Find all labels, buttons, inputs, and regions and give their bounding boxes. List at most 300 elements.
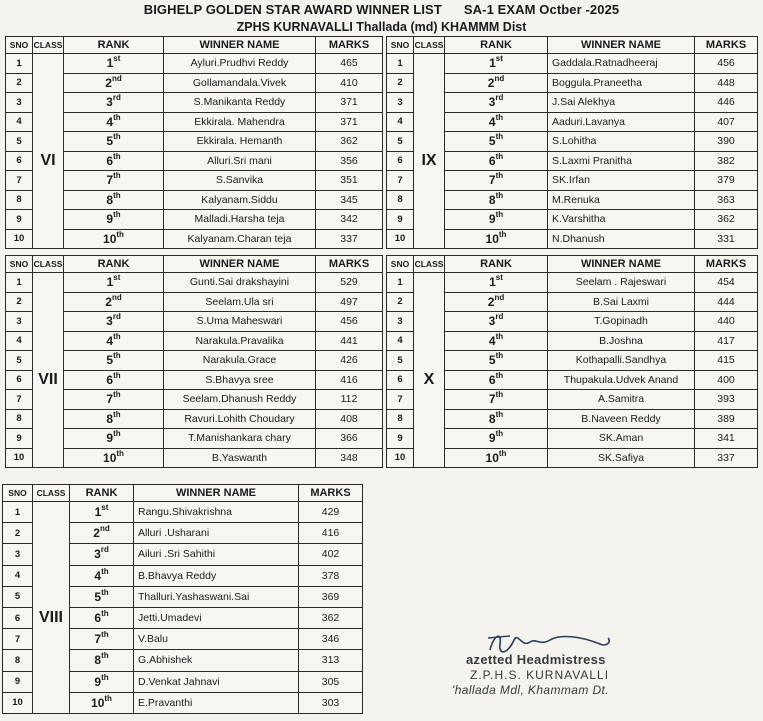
winner-name-cell: Thalluri.Yashaswani.Sai	[134, 586, 299, 607]
class-vi-table	[5, 36, 383, 249]
table-row	[387, 171, 758, 191]
rank-suffix: th	[104, 693, 112, 703]
rank-number: 7	[488, 173, 496, 188]
rank-number: 3	[106, 314, 113, 329]
marks-cell: 378	[299, 565, 363, 586]
class-header: CLASS	[33, 485, 70, 502]
table-row	[6, 390, 383, 410]
rank-suffix: th	[495, 190, 504, 200]
winner-name-cell: M.Renuka	[548, 190, 695, 210]
rank-suffix: nd	[494, 292, 505, 302]
rank-cell	[445, 448, 548, 468]
marks-cell: 362	[695, 210, 758, 230]
marks-cell: 362	[316, 132, 383, 152]
rank-cell	[64, 390, 164, 410]
rank-cell	[64, 132, 164, 152]
rank-suffix: th	[495, 171, 504, 181]
rank-suffix: th	[101, 651, 109, 661]
class-header: CLASS	[414, 37, 445, 54]
sno-cell: 1	[6, 54, 33, 74]
winner-name-cell: Jetti.Umadevi	[134, 607, 299, 628]
class-cell	[33, 93, 64, 113]
rank-cell	[64, 171, 164, 191]
winner-name-cell: B.Yaswanth	[164, 448, 316, 468]
rank-suffix: th	[113, 351, 121, 361]
marks-cell: 337	[316, 229, 383, 249]
rank-number: 9	[488, 431, 496, 446]
rank-cell	[64, 93, 164, 113]
class-vii-table	[5, 255, 383, 468]
rank-suffix: nd	[99, 524, 110, 534]
marks-cell: 426	[316, 351, 383, 371]
class-cell	[414, 448, 445, 468]
class-cell	[33, 171, 64, 191]
rank-number: 8	[106, 411, 114, 426]
rank-cell	[70, 629, 134, 650]
rank-suffix: nd	[111, 73, 122, 83]
rank-number: 4	[106, 333, 114, 348]
marks-cell: 456	[316, 312, 383, 332]
rank-header: RANK	[445, 37, 548, 54]
sno-cell: 7	[3, 629, 33, 650]
sno-cell: 7	[387, 171, 414, 191]
rank-suffix: th	[495, 331, 504, 341]
rank-number: 8	[488, 411, 496, 426]
rank-cell	[445, 73, 548, 93]
class-header: CLASS	[33, 256, 64, 273]
rank-cell	[445, 171, 548, 191]
marks-cell: 465	[316, 54, 383, 74]
rank-suffix: th	[113, 390, 121, 400]
class-ix-table	[386, 36, 758, 249]
marks-cell: 441	[316, 331, 383, 351]
sno-cell: 5	[387, 351, 414, 371]
marks-cell: 407	[695, 112, 758, 132]
sno-cell: 2	[387, 292, 414, 312]
class-cell	[33, 586, 70, 607]
winner-name-cell: Gaddala.Ratnadheeraj	[548, 54, 695, 74]
rank-number: 10	[103, 450, 117, 465]
class-cell	[33, 650, 70, 671]
winner-name-cell: SK.Safiya	[548, 448, 695, 468]
sno-cell: 8	[387, 190, 414, 210]
rank-number: 3	[488, 314, 496, 329]
winner-name-cell: SK.Irfan	[548, 171, 695, 191]
class-cell	[414, 351, 445, 371]
rank-number: 9	[106, 212, 114, 227]
rank-number: 6	[106, 372, 114, 387]
winner-name-cell: Ravuri.Lohith Choudary	[164, 409, 316, 429]
class-cell	[33, 523, 70, 544]
class-cell	[33, 429, 64, 449]
table-row	[387, 210, 758, 230]
marks-cell: 362	[299, 607, 363, 628]
winner-name-cell: V.Balu	[134, 629, 299, 650]
rank-number: 7	[94, 632, 102, 647]
class-viii-table	[2, 484, 363, 714]
table-row	[387, 448, 758, 468]
rank-cell	[64, 151, 164, 171]
sno-cell: 5	[3, 586, 33, 607]
table-row	[387, 93, 758, 113]
class-cell	[414, 229, 445, 249]
marks-header: MARKS	[316, 256, 383, 273]
rank-number: 1	[106, 56, 114, 71]
class-cell	[414, 112, 445, 132]
winner-name-cell: Seelam.Dhanush Reddy	[164, 390, 316, 410]
rank-suffix: th	[113, 429, 121, 439]
table-row	[6, 73, 383, 93]
rank-number: 10	[103, 231, 117, 246]
rank-number: 10	[485, 231, 499, 246]
winner-name-cell: Ailuri .Sri Sahithi	[134, 544, 299, 565]
table-row	[387, 273, 758, 293]
class-cell	[414, 409, 445, 429]
rank-suffix: th	[495, 151, 504, 161]
sno-cell: 2	[387, 73, 414, 93]
sno-cell: 9	[6, 429, 33, 449]
rank-suffix: st	[495, 54, 503, 64]
rank-suffix: th	[113, 112, 121, 122]
winner-name-cell: Narakula.Pravalika	[164, 331, 316, 351]
rank-suffix: th	[101, 609, 109, 619]
rank-number: 10	[91, 695, 105, 710]
rank-number: 2	[93, 526, 100, 541]
headmistress-seal	[452, 628, 692, 700]
marks-cell: 331	[695, 229, 758, 249]
rank-cell	[445, 331, 548, 351]
sno-cell: 1	[387, 54, 414, 74]
marks-cell: 429	[299, 502, 363, 523]
rank-number: 6	[106, 153, 114, 168]
sno-cell: 4	[387, 112, 414, 132]
marks-cell: 382	[695, 151, 758, 171]
marks-cell: 356	[316, 151, 383, 171]
class-cell	[33, 351, 64, 371]
sno-cell: 1	[3, 502, 33, 523]
table-row	[387, 73, 758, 93]
marks-cell: 337	[695, 448, 758, 468]
winner-name-header: WINNER NAME	[548, 37, 695, 54]
rank-suffix: th	[495, 132, 504, 142]
rank-suffix: th	[495, 112, 504, 122]
winner-name-cell: Narakula.Grace	[164, 351, 316, 371]
table-row	[6, 370, 383, 390]
rank-cell	[64, 190, 164, 210]
table-row	[387, 190, 758, 210]
winner-name-cell: Ekkirala. Hemanth	[164, 132, 316, 152]
rank-cell	[64, 229, 164, 249]
rank-cell	[64, 409, 164, 429]
class-cell	[414, 429, 445, 449]
class-cell	[33, 331, 64, 351]
sno-cell: 3	[6, 93, 33, 113]
class-header: CLASS	[33, 37, 64, 54]
rank-suffix: th	[113, 370, 121, 380]
class-cell	[33, 448, 64, 468]
rank-cell	[64, 448, 164, 468]
sno-cell: 10	[6, 448, 33, 468]
class-cell: X	[414, 370, 445, 390]
rank-number: 8	[106, 192, 114, 207]
marks-cell: 379	[695, 171, 758, 191]
table-row	[387, 312, 758, 332]
sno-cell: 3	[387, 93, 414, 113]
rank-suffix: nd	[494, 73, 505, 83]
table-row	[387, 370, 758, 390]
rank-cell	[445, 409, 548, 429]
winner-name-cell: A.Samitra	[548, 390, 695, 410]
sno-cell: 7	[6, 171, 33, 191]
rank-number: 9	[94, 674, 102, 689]
rank-number: 3	[106, 95, 113, 110]
winner-name-cell: Kothapalli.Sandhya	[548, 351, 695, 371]
winner-name-cell: J.Sai Alekhya	[548, 93, 695, 113]
rank-number: 6	[488, 153, 496, 168]
class-cell	[414, 93, 445, 113]
class-cell	[33, 502, 70, 523]
rank-cell	[445, 210, 548, 230]
marks-cell: 342	[316, 210, 383, 230]
class-cell	[33, 210, 64, 230]
rank-header: RANK	[70, 485, 134, 502]
winner-name-header: WINNER NAME	[548, 256, 695, 273]
rank-suffix: th	[498, 448, 507, 458]
marks-cell: 390	[695, 132, 758, 152]
class-cell	[33, 273, 64, 293]
table-row	[6, 331, 383, 351]
sno-cell: 5	[387, 132, 414, 152]
sno-cell: 6	[6, 370, 33, 390]
marks-cell: 529	[316, 273, 383, 293]
class-cell	[33, 629, 70, 650]
sno-cell: 6	[3, 607, 33, 628]
table-row	[387, 132, 758, 152]
marks-cell: 448	[695, 73, 758, 93]
marks-cell: 389	[695, 409, 758, 429]
marks-cell: 456	[695, 54, 758, 74]
rank-number: 1	[489, 56, 496, 71]
rank-cell	[70, 565, 134, 586]
class-cell	[414, 210, 445, 230]
class-cell	[414, 331, 445, 351]
rank-cell	[445, 429, 548, 449]
sno-cell: 10	[387, 229, 414, 249]
winner-name-cell: S.Lohitha	[548, 132, 695, 152]
rank-number: 9	[106, 431, 114, 446]
class-cell	[33, 132, 64, 152]
sno-cell: 2	[6, 73, 33, 93]
seal-location: 'hallada Mdl, Khammam Dt.	[452, 683, 610, 697]
rank-number: 1	[489, 275, 496, 290]
table-row	[3, 523, 363, 544]
class-cell	[414, 171, 445, 191]
seal-school: Z.P.H.S. KURNAVALLI	[470, 668, 610, 682]
table-row	[387, 390, 758, 410]
marks-cell: 313	[299, 650, 363, 671]
rank-cell	[64, 54, 164, 74]
rank-header: RANK	[64, 256, 164, 273]
winner-name-cell: S.Bhavya sree	[164, 370, 316, 390]
table-row	[6, 409, 383, 429]
rank-suffix: st	[101, 503, 109, 513]
sno-cell: 1	[6, 273, 33, 293]
class-cell	[33, 112, 64, 132]
table-header	[6, 37, 383, 54]
table-row	[6, 292, 383, 312]
rank-suffix: st	[495, 273, 503, 283]
rank-number: 2	[105, 294, 112, 309]
rank-cell	[445, 229, 548, 249]
marks-cell: 371	[316, 112, 383, 132]
winner-name-cell: Ayluri.Prudhvi Reddy	[164, 54, 316, 74]
rank-number: 4	[488, 333, 496, 348]
rank-suffix: th	[113, 132, 121, 142]
table-row	[387, 351, 758, 371]
winner-name-cell: G.Abhishek	[134, 650, 299, 671]
sno-cell: 9	[387, 429, 414, 449]
marks-header: MARKS	[299, 485, 363, 502]
rank-header: RANK	[64, 37, 164, 54]
winner-name-cell: Gollamandala.Vivek	[164, 73, 316, 93]
rank-cell	[445, 370, 548, 390]
sno-cell: 1	[387, 273, 414, 293]
rank-number: 5	[488, 134, 496, 149]
winner-name-header: WINNER NAME	[164, 37, 316, 54]
class-cell	[414, 273, 445, 293]
table-row	[387, 229, 758, 249]
rank-number: 5	[488, 353, 496, 368]
rank-number: 8	[94, 653, 102, 668]
class-cell	[33, 671, 70, 692]
winner-name-cell: Alluri .Usharani	[134, 523, 299, 544]
sno-cell: 8	[6, 409, 33, 429]
rank-number: 3	[488, 95, 496, 110]
marks-cell: 417	[695, 331, 758, 351]
marks-cell: 393	[695, 390, 758, 410]
table-row	[6, 151, 383, 171]
table-row	[3, 671, 363, 692]
marks-header: MARKS	[695, 37, 758, 54]
rank-cell	[445, 390, 548, 410]
table-row	[6, 312, 383, 332]
class-cell: VII	[33, 370, 64, 390]
rank-suffix: th	[116, 229, 124, 239]
rank-suffix: th	[113, 331, 121, 341]
rank-cell	[70, 544, 134, 565]
table-row	[6, 210, 383, 230]
winner-name-cell: Kalyanam.Siddu	[164, 190, 316, 210]
rank-cell	[445, 292, 548, 312]
table-header	[3, 485, 363, 502]
sno-cell: 4	[3, 565, 33, 586]
sno-cell: 9	[6, 210, 33, 230]
table-row	[6, 190, 383, 210]
winner-name-cell: S.Manikanta Reddy	[164, 93, 316, 113]
sno-cell: 10	[6, 229, 33, 249]
table-row	[387, 331, 758, 351]
sno-cell: 8	[387, 409, 414, 429]
table-row	[387, 409, 758, 429]
winner-name-cell: T.Manishankara chary	[164, 429, 316, 449]
sno-cell: 2	[3, 523, 33, 544]
rank-number: 6	[94, 611, 102, 626]
rank-cell	[64, 429, 164, 449]
rank-cell	[64, 73, 164, 93]
class-cell	[414, 54, 445, 74]
rank-suffix: th	[113, 171, 121, 181]
table-row	[6, 429, 383, 449]
class-cell	[33, 544, 70, 565]
marks-cell: 454	[695, 273, 758, 293]
title-award: BIGHELP GOLDEN STAR AWARD WINNER LIST	[143, 2, 442, 17]
sno-cell: 4	[387, 331, 414, 351]
rank-cell	[445, 132, 548, 152]
table-row	[3, 607, 363, 628]
table-row	[6, 171, 383, 191]
winner-name-header: WINNER NAME	[164, 256, 316, 273]
rank-suffix: rd	[495, 93, 504, 103]
winner-name-cell: Rangu.Shivakrishna	[134, 502, 299, 523]
rank-suffix: th	[101, 587, 109, 597]
marks-cell: 363	[695, 190, 758, 210]
winner-name-cell: Seelam.Ula sri	[164, 292, 316, 312]
class-cell	[414, 132, 445, 152]
rank-cell	[70, 586, 134, 607]
rank-suffix: th	[495, 370, 504, 380]
rank-suffix: st	[113, 54, 121, 64]
marks-cell: 348	[316, 448, 383, 468]
rank-number: 7	[106, 173, 114, 188]
rank-suffix: rd	[112, 312, 121, 322]
sno-header: SNO	[387, 37, 414, 54]
sno-cell: 4	[6, 331, 33, 351]
document-title	[0, 2, 763, 17]
rank-cell	[64, 331, 164, 351]
table-row	[6, 229, 383, 249]
marks-cell: 410	[316, 73, 383, 93]
rank-cell	[445, 151, 548, 171]
sno-cell: 6	[6, 151, 33, 171]
rank-suffix: th	[495, 409, 504, 419]
title-exam: SA-1 EXAM Octber -2025	[463, 2, 620, 17]
rank-suffix: th	[101, 672, 109, 682]
table-row	[387, 112, 758, 132]
rank-number: 6	[488, 372, 496, 387]
marks-cell: 371	[316, 93, 383, 113]
class-cell: VI	[33, 151, 64, 171]
winner-name-cell: S.Sanvika	[164, 171, 316, 191]
class-x-table	[386, 255, 758, 468]
class-cell	[33, 229, 64, 249]
winner-name-cell: Ekkirala. Mahendra	[164, 112, 316, 132]
rank-suffix: nd	[111, 292, 122, 302]
rank-number: 5	[94, 589, 102, 604]
table-row	[6, 132, 383, 152]
sno-cell: 5	[6, 132, 33, 152]
class-cell	[33, 692, 70, 713]
rank-number: 2	[487, 294, 495, 309]
rank-cell	[70, 692, 134, 713]
winner-name-cell: Thupakula.Udvek Anand	[548, 370, 695, 390]
rank-number: 4	[488, 114, 496, 129]
rank-cell	[445, 190, 548, 210]
marks-cell: 440	[695, 312, 758, 332]
rank-suffix: rd	[100, 545, 109, 555]
rank-cell	[64, 351, 164, 371]
rank-number: 8	[488, 192, 496, 207]
marks-cell: 369	[299, 586, 363, 607]
